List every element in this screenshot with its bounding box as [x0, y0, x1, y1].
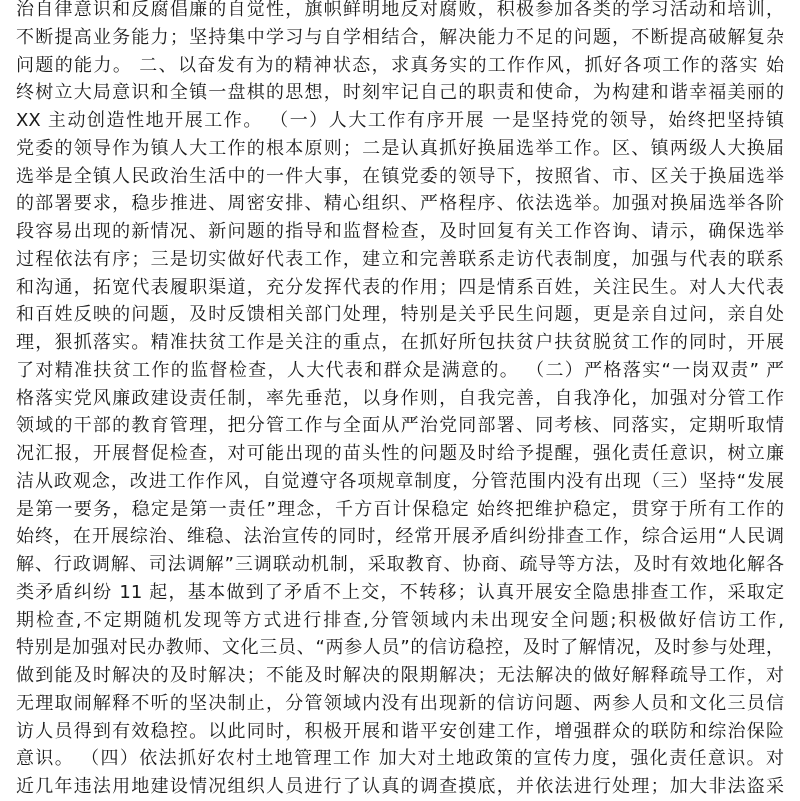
- text-line: 况汇报，开展督促检查，对可能出现的苗头性的问题及时给予提醒，强化责任意识，树立廉: [16, 443, 784, 464]
- text-line: 党委的领导作为镇人大工作的根本原则；二是认真抓好换届选举工作。区、镇两级人大换届: [16, 137, 784, 159]
- text-line: 近几年违法用地建设情况组织人员进行了认真的调查摸底，并依法进行处理；加大非法盗采: [16, 776, 784, 797]
- text-line: 做到能及时解决的及时解决；不能及时解决的限期解决；无法解决的做好解释疏导工作，对: [16, 665, 784, 686]
- text-line: 特别是加强对民办教师、文化三员、“两参人员”的信访稳控，及时了解情况，及时参与处理，: [16, 637, 784, 659]
- text-line: 和沟通，拓宽代表履职渠道，充分发挥代表的作用；四是情系百姓，关注民生。对人大代表: [16, 276, 784, 298]
- text-line: 段容易出现的新情况、新问题的指导和监督检查，及时回复有关工作咨询、请示，确保选举: [16, 221, 784, 242]
- text-line: 不断提高业务能力；坚持集中学习与自学相结合，解决能力不足的问题，不断提高破解复杂: [16, 26, 784, 48]
- text-line: 治自律意识和反腐倡廉的自觉性，旗帜鲜明地反对腐败，积极参加各类的学习活动和培训，: [16, 0, 784, 20]
- text-line: 过程依法有序；三是切实做好代表工作，建立和完善联系走访代表制度，加强与代表的联系: [16, 248, 784, 270]
- text-line: 始终，在开展综治、维稳、法治宣传的同时，经常开展矛盾纠纷排查工作，综合运用“人民调: [16, 526, 784, 548]
- text-line: 类矛盾纠纷 11 起，基本做到了矛盾不上交，不转移；认真开展安全隐患排查工作，采取定: [16, 581, 784, 603]
- text-line: 了对精准扶贫工作的监督检查，人大代表和群众是满意的。 （二）严格落实“一岗双责” 严: [16, 359, 784, 381]
- document-body: [16, 0, 784, 801]
- text-line: 意识。 （四）依法抓好农村土地管理工作 加大对土地政策的宣传力度，强化责任意识。对: [16, 748, 784, 770]
- text-line: 解、行政调解、司法调解”三调联动机制，采取教育、协商、疏导等方法，及时有效地化解各: [16, 554, 784, 575]
- text-line: 终树立大局意识和全镇一盘棋的思想，时刻牢记自己的职责和使命，为构建和谐幸福美丽的: [16, 82, 784, 104]
- text-line: 的部署要求，稳步推进、周密安排、精心组织、严格程序、依法选举。加强对换届选举各阶: [16, 193, 784, 215]
- text-line: 期检查,不定期随机发现等方式进行排查,分管领域内未出现安全问题;积极做好信访工作,: [16, 609, 784, 631]
- text-line: 访人员得到有效稳控。以此同时，积极开展和谐平安创建工作，增强群众的联防和综治保险: [16, 720, 784, 742]
- text-line: 和百姓反映的问题，及时反馈相关部门处理，特别是关乎民生问题，更是亲自过问，亲自处: [16, 304, 784, 326]
- text-line: XX 主动创造性地开展工作。 （一）人大工作有序开展 一是坚持党的领导，始终把坚持镇: [16, 110, 784, 131]
- text-line: 洁从政观念，改进工作作风，自觉遵守各项规章制度，分管范围内没有出现（三）坚持“发展: [16, 470, 784, 492]
- text-line: 选举是全镇人民政治生活中的一件大事，在镇党委的领导下，按照省、市、区关于换届选举: [16, 165, 784, 187]
- text-line: 领域的干部的教育管理，把分管工作与全面从严治党同部署、同考核、同落实，定期听取情: [16, 415, 784, 437]
- text-line: 问题的能力。 二、以奋发有为的精神状态，求真务实的工作作风，抓好各项工作的落实 始: [16, 54, 784, 76]
- text-line: 理，狠抓落实。精准扶贫工作是关注的重点，在抓好所包扶贫户扶贫脱贫工作的同时，开展: [16, 332, 784, 353]
- text-line: 格落实党风廉政建设责任制，率先垂范，以身作则，自我完善，自我净化，加强对分管工作: [16, 387, 784, 409]
- text-line: 无理取闹解释不听的坚决制止，分管领域内没有出现新的信访问题、两参人员和文化三员信: [16, 692, 784, 714]
- text-line: 是第一要务，稳定是第一责任”理念，千方百计保稳定 始终把维护稳定，贯穿于所有工作的: [16, 498, 784, 520]
